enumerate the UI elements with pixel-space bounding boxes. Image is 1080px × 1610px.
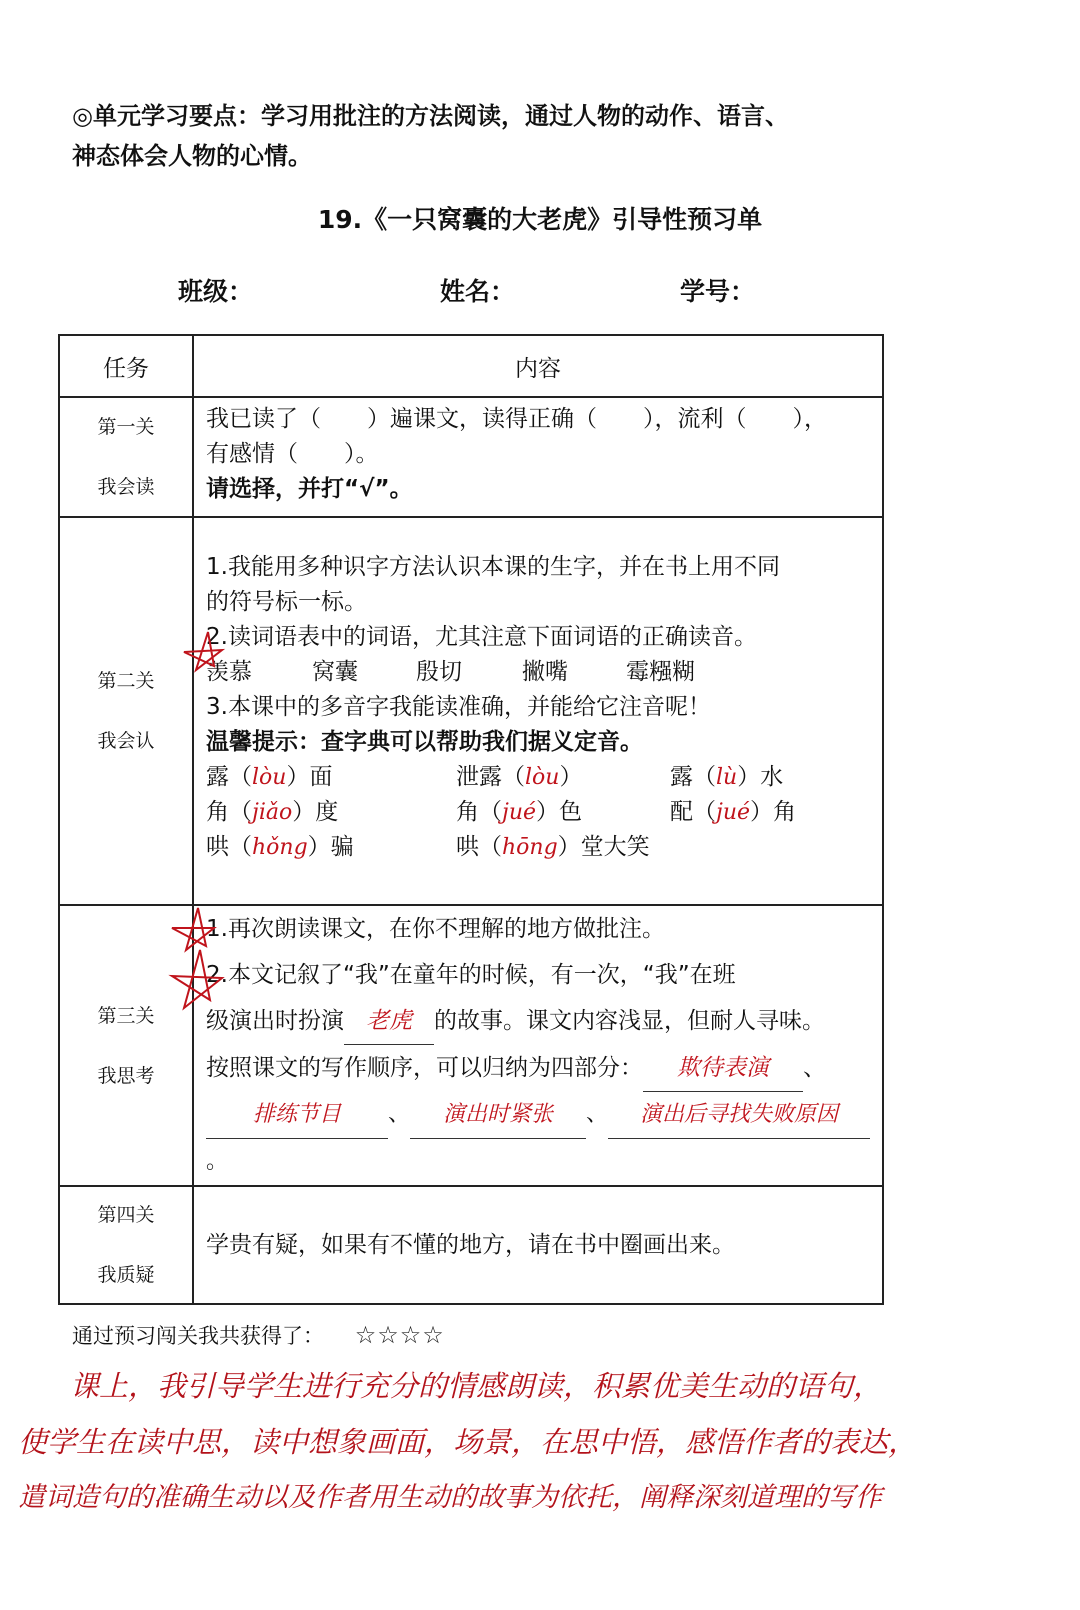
vocab-words [206,655,872,690]
level4-name: 第四关 [97,1204,155,1226]
teacher-note-line-3: 遣词造句的准确生动以及作者用生动的故事为依托，阐释深刻道理的写作 [18,1482,882,1513]
level4-text: 学贵有疑，如果有不懂的地方，请在书中圈画出来。 [206,1231,735,1258]
poly-char: 配 [670,799,693,825]
level2-sub: 我会认 [97,730,155,752]
vocab-word: 霉糨糊 [626,659,695,685]
poly-char: 哄 [206,834,229,860]
poly-pinyin-answer: lù [716,765,738,790]
level1-content [193,397,883,517]
vocab-word: 殷切 [416,659,462,685]
level3-sub: 我思考 [97,1064,155,1087]
level4-sub: 我质疑 [97,1264,155,1286]
level3-item-2a: 2.本文记叙了“我”在童年的时候，有一次，“我”在班 [206,962,736,988]
poly-suffix: 骗 [330,834,354,860]
teacher-note [18,1358,1058,1526]
level2-content [193,517,883,905]
table-header-row [59,335,883,397]
vocab-word: 窝囊 [312,659,358,685]
header-task: 任务 [59,335,193,397]
poly-char: 角 [456,799,479,825]
answer-role: 老虎 [344,998,434,1045]
poly-char: 露 [670,764,693,790]
table-row-level3 [59,905,883,1186]
intro-line-2: 神态体会人物的心情。 [72,142,312,170]
class-label: 班级： [178,277,254,306]
level3-item-2c-text: 按照课文的写作顺序，可以归纳为四部分： [206,1055,643,1081]
vocab-word: 羡慕 [206,659,252,685]
teacher-note-line-1: 课上，我引导学生进行充分的情感朗读，积累优美生动的语句， [70,1369,883,1403]
level2-name: 第二关 [97,670,155,692]
level3-item-2b [206,998,872,1045]
poly-suffix: 色 [559,799,583,825]
answer-part-1: 欺待表演 [643,1045,803,1092]
level3-parts-line: 排练节目 、 演出时紧张 、 演出后寻找失败原因。 [206,1092,872,1185]
poly-pinyin-answer: hōng [502,835,558,860]
intro-line-1: ◎单元学习要点：学习用批注的方法阅读，通过人物的动作、语言、 [72,102,789,130]
teacher-note-line-2: 使学生在读中思，读中想象画面，场景，在思中悟，感悟作者的表达， [18,1425,918,1459]
level2-item-3: 3.本课中的多音字我能读准确，并能给它注音呢！ [206,694,711,720]
level4-content [193,1186,883,1304]
poly-char: 泄露 [456,764,502,790]
reward-stars: ☆☆☆☆ [354,1321,445,1349]
poly-char: 哄 [456,834,479,860]
poly-suffix: 堂大笑 [580,834,650,860]
poly-char: 露 [206,764,229,790]
poly-pinyin-answer: lòu [525,765,560,790]
answer-part-2: 排练节目 [206,1092,388,1139]
level1-sub: 我会读 [97,476,155,498]
level2-tip: 温馨提示：查字典可以帮助我们据义定音。 [206,729,643,755]
polyphone-row: 露（lòu）面 泄露（lòu） 露（lù）水 [206,764,784,790]
level3-label [59,905,193,1186]
table-row-level4 [59,1186,883,1304]
unit-learning-points [72,96,972,176]
vocab-word: 撇嘴 [522,659,568,685]
level2-label [59,517,193,905]
poly-suffix: 角 [773,799,797,825]
poly-pinyin-answer: jué [716,800,751,825]
poly-pinyin-answer: hǒng [252,835,308,860]
poly-suffix: 面 [309,764,333,790]
table-row-level2 [59,517,883,905]
poly-suffix: 水 [760,764,784,790]
reward-line [72,1320,445,1350]
poly-pinyin-answer: jiǎo [252,800,293,825]
header-content: 内容 [193,335,883,397]
polyphone-row: 角（jiǎo）度 角（jué）色 配（jué）角 [206,799,797,825]
level3-item-2b-post: 的故事。课文内容浅显，但耐人寻味。 [434,1008,825,1034]
level3-item-2c: 按照课文的写作顺序，可以归纳为四部分： 欺待表演 、 [206,1045,872,1092]
name-label: 姓名： [440,277,516,306]
level2-item-1a: 1.我能用多种识字方法认识本课的生字，并在书上用不同 [206,554,780,580]
answer-part-4: 演出后寻找失败原因 [608,1092,870,1139]
poly-pinyin-answer: lòu [252,765,287,790]
level1-line-1: 我已读了（ ）遍课文，读得正确（ ），流利（ ）， [206,406,827,432]
level1-line-2: 有感情（ ）。 [206,441,379,467]
level3-item-1: 1.再次朗读课文，在你不理解的地方做批注。 [206,916,665,942]
level3-content [193,905,883,1186]
page-title: 19.《一只窝囊的大老虎》引导性预习单 [317,205,763,234]
reward-label: 通过预习闯关我共获得了： [72,1324,324,1348]
polyphone-row: 哄（hǒng）骗 哄（hōng）堂大笑 [206,834,650,860]
preview-task-table [58,334,884,1305]
level2-item-2: 2.读词语表中的词语，尤其注意下面词语的正确读音。 [206,624,757,650]
level3-name: 第三关 [97,1004,155,1027]
level1-name: 第一关 [97,416,155,438]
poly-pinyin-answer: jué [502,800,537,825]
answer-part-3: 演出时紧张 [410,1092,586,1139]
level1-instruction: 请选择，并打“√”。 [206,476,413,502]
table-row-level1 [59,397,883,517]
level1-label [59,397,193,517]
level4-label [59,1186,193,1304]
poly-suffix: 度 [315,799,339,825]
poly-char: 角 [206,799,229,825]
level3-item-2b-pre: 级演出时扮演 [206,1008,344,1034]
level2-item-1b: 的符号标一标。 [206,589,367,615]
student-id-label: 学号： [680,277,756,306]
